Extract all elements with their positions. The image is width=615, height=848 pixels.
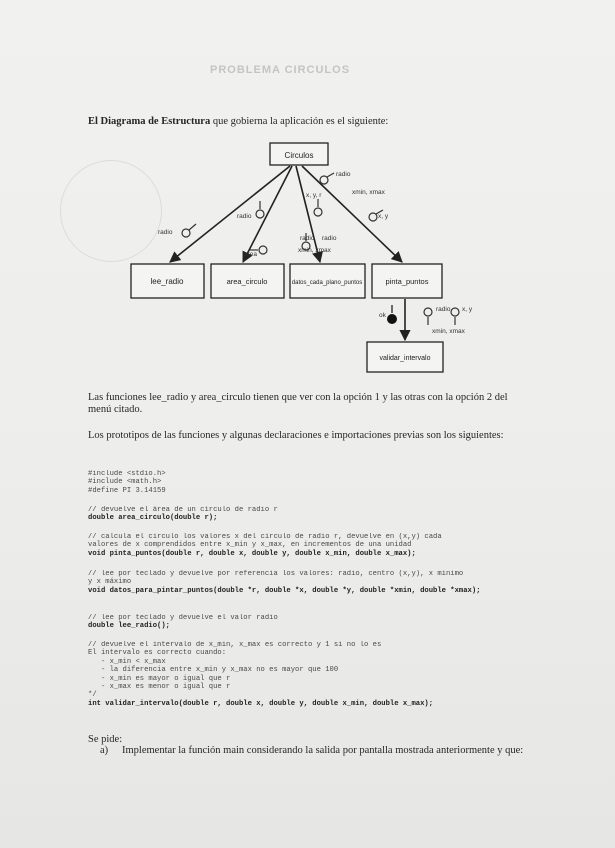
code-comment: // lee por teclado y devuelve por referencia los valores: radio, centro (x,y), x mínimo: [88, 570, 464, 578]
flow-label: ok: [379, 312, 386, 319]
code-comment: - x_min < x_max: [88, 657, 166, 666]
code-datos: [88, 570, 533, 595]
flow-label: xmin, xmax: [352, 189, 385, 196]
flow-label: radio: [300, 235, 315, 242]
code-prototype: void datos_para_pintar_puntos(double *r, double *x, double *y, double *xmin, double *xmax);: [88, 586, 481, 595]
code-comment: // devuelve el intervalo de x_min, x_max es correcto y 1 si no lo es: [88, 641, 382, 649]
structure-diagram: [0, 0, 615, 400]
flow-label: x, y, r: [306, 192, 322, 199]
flow-label: radio: [322, 235, 337, 242]
code-area-circulo: [88, 506, 533, 523]
flow-label: radio: [237, 213, 252, 220]
code-line: #include <math.h>: [88, 478, 162, 487]
flow-label: radio: [158, 229, 173, 236]
intro-bold: El Diagrama de Estructura: [88, 116, 211, 127]
code-comment: - x_max es menor o igual que r: [88, 683, 231, 692]
code-lee-radio: [88, 614, 533, 631]
code-comment: // lee por teclado y devuelve el valor radio: [88, 614, 278, 622]
se-pide-label: Se pide:: [88, 734, 123, 745]
module-label-root: Circulos: [284, 151, 314, 160]
task-text: Implementar la función main considerando la salida por pantalla mostrada anteriormente y que:: [122, 745, 524, 756]
flow-label: area: [244, 251, 258, 258]
task-item: [100, 745, 552, 757]
module-label-datos: datos_cada_plano_puntos: [291, 280, 363, 286]
code-pinta-puntos: [88, 533, 533, 558]
code-prototype: double area_circulo(double r);: [88, 514, 218, 523]
task-marker: a): [100, 745, 109, 756]
paragraph-prototypes: Los prototipos de las funciones y algunas declaraciones e importaciones previas son los siguientes:: [88, 430, 504, 441]
code-comment: valores de x comprendidos entre x_min y x_max, en incrementos de una unidad: [88, 541, 412, 550]
code-line: #define PI 3.14159: [88, 486, 166, 495]
module-label-area-circulo: area_circulo: [226, 277, 268, 286]
module-label-pinta-puntos: pinta_puntos: [385, 277, 429, 286]
flow-label: xmin, xmax: [432, 328, 465, 335]
code-comment: El intervalo es correcto cuando:: [88, 649, 227, 658]
code-prototype: int validar_intervalo(double r, double x, double y, double x_min, double x_max);: [88, 699, 434, 708]
code-validar: [88, 641, 533, 708]
module-label-validar: validar_intervalo: [379, 355, 431, 362]
code-comment: y x máximo: [88, 578, 132, 587]
code-line: #include <stdio.h>: [88, 470, 166, 478]
code-includes: [88, 470, 533, 495]
flow-label: radio: [336, 171, 351, 178]
code-comment: - la diferencia entre x_min y x_max no es mayor que 100: [88, 666, 339, 675]
connector-lee-radio: [170, 166, 290, 262]
code-comment: // calcula el circulo los valores x del circulo de radio r, devuelve en (x,y) cada: [88, 533, 442, 541]
intro-rest: que gobierna la aplicación es el siguiente:: [210, 116, 389, 127]
code-comment: - x_min es mayor o igual que r: [88, 674, 231, 683]
flow-label: xmin, xmax: [298, 247, 331, 254]
flow-label: x, y: [378, 213, 389, 220]
faded-heading: PROBLEMA CIRCULOS: [210, 64, 351, 76]
code-comment: */: [88, 691, 97, 700]
code-comment: // devuelve el área de un círculo de radio r: [88, 506, 278, 514]
paragraph-functions: Las funciones lee_radio y area_circulo tienen que ver con la opción 1 y las otras con la opción 2 del menú citado.: [88, 392, 508, 415]
flow-label: x, y: [462, 306, 473, 313]
flow-label: radio: [436, 306, 451, 313]
module-label-lee-radio: lee_radio: [150, 277, 184, 286]
flag-symbol-ok: [387, 314, 397, 324]
code-prototype: void pinta_puntos(double r, double x, double y, double x_min, double x_max);: [88, 549, 416, 558]
code-prototype: double lee_radio();: [88, 622, 170, 631]
